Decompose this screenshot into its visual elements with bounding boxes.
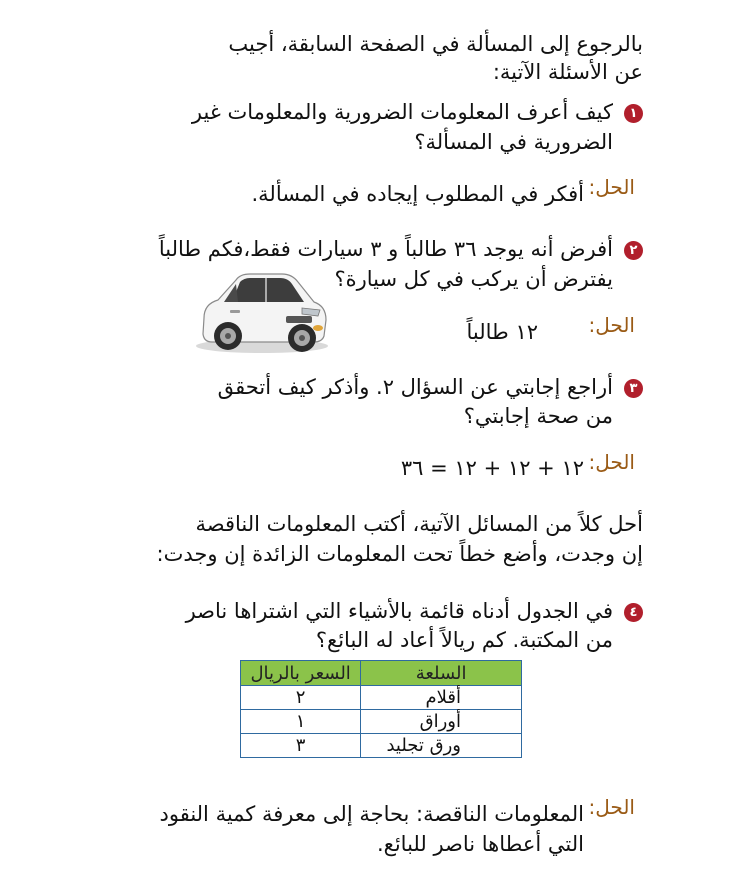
- question-1-answer: أفكر في المطلوب إيجاده في المسألة.: [251, 182, 584, 206]
- table-cell-item: أقلام: [361, 686, 522, 710]
- task-line-1: أحل كلاً من المسائل الآتية، أكتب المعلومات الناقصة: [195, 512, 643, 536]
- table-cell-item: ورق تجليد: [361, 734, 522, 758]
- question-3-line-2: من صحة إجابتي؟: [463, 404, 613, 428]
- table-cell-price: ١: [241, 710, 361, 734]
- table-row: [241, 710, 522, 734]
- question-1-line-2: الضرورية في المسألة؟: [414, 130, 613, 154]
- table-cell-price: ٣: [241, 734, 361, 758]
- table-row: [241, 734, 522, 758]
- car-icon: [190, 266, 332, 356]
- question-2-answer: ١٢ طالباً: [466, 320, 538, 344]
- question-3-line-1: أراجع إجابتي عن السؤال ٢. وأذكر كيف أتحقق: [217, 375, 613, 399]
- question-3-solution-label: الحل:: [588, 450, 635, 474]
- question-4-line-2: من المكتبة. كم ريالاً أعاد له البائع؟: [315, 628, 613, 652]
- table-cell-item: أوراق: [361, 710, 522, 734]
- question-3-answer: ١٢ + ١٢ + ١٢ = ٣٦: [400, 456, 584, 480]
- table-cell-price: ٢: [241, 686, 361, 710]
- question-4-solution-label: الحل:: [588, 795, 635, 819]
- table-header-item: السلعة: [361, 661, 522, 686]
- question-1-line-1: كيف أعرف المعلومات الضرورية والمعلومات غير: [191, 100, 613, 124]
- intro-line-2: عن الأسئلة الآتية:: [492, 60, 643, 84]
- table-header-price: السعر بالريال: [241, 661, 361, 686]
- question-4-line-1: في الجدول أدناه قائمة بالأشياء التي اشتراها ناصر: [185, 599, 613, 623]
- question-4-answer-line-2: التي أعطاها ناصر للبائع.: [376, 832, 584, 856]
- question-1-badge: ١: [624, 104, 643, 123]
- question-2-badge: ٢: [624, 241, 643, 260]
- question-3-badge: ٣: [624, 379, 643, 398]
- question-1-solution-label: الحل:: [588, 175, 635, 199]
- table-row: [241, 686, 522, 710]
- question-2-line-2: يفترض أن يركب في كل سيارة؟: [334, 267, 613, 291]
- table-header-row: [241, 661, 522, 686]
- intro-line-1: بالرجوع إلى المسألة في الصفحة السابقة، أجيب: [228, 32, 643, 56]
- question-2-solution-label: الحل:: [588, 313, 635, 337]
- goods-table: [240, 660, 522, 758]
- question-4-badge: ٤: [624, 603, 643, 622]
- question-2-line-1: أفرض أنه يوجد ٣٦ طالباً و ٣ سيارات فقط،فكم طالباً: [158, 237, 613, 261]
- task-line-2: إن وجدت، وأضع خطاً تحت المعلومات الزائدة إن وجدت:: [156, 542, 643, 566]
- question-4-answer-line-1: المعلومات الناقصة: بحاجة إلى معرفة كمية النقود: [159, 802, 584, 826]
